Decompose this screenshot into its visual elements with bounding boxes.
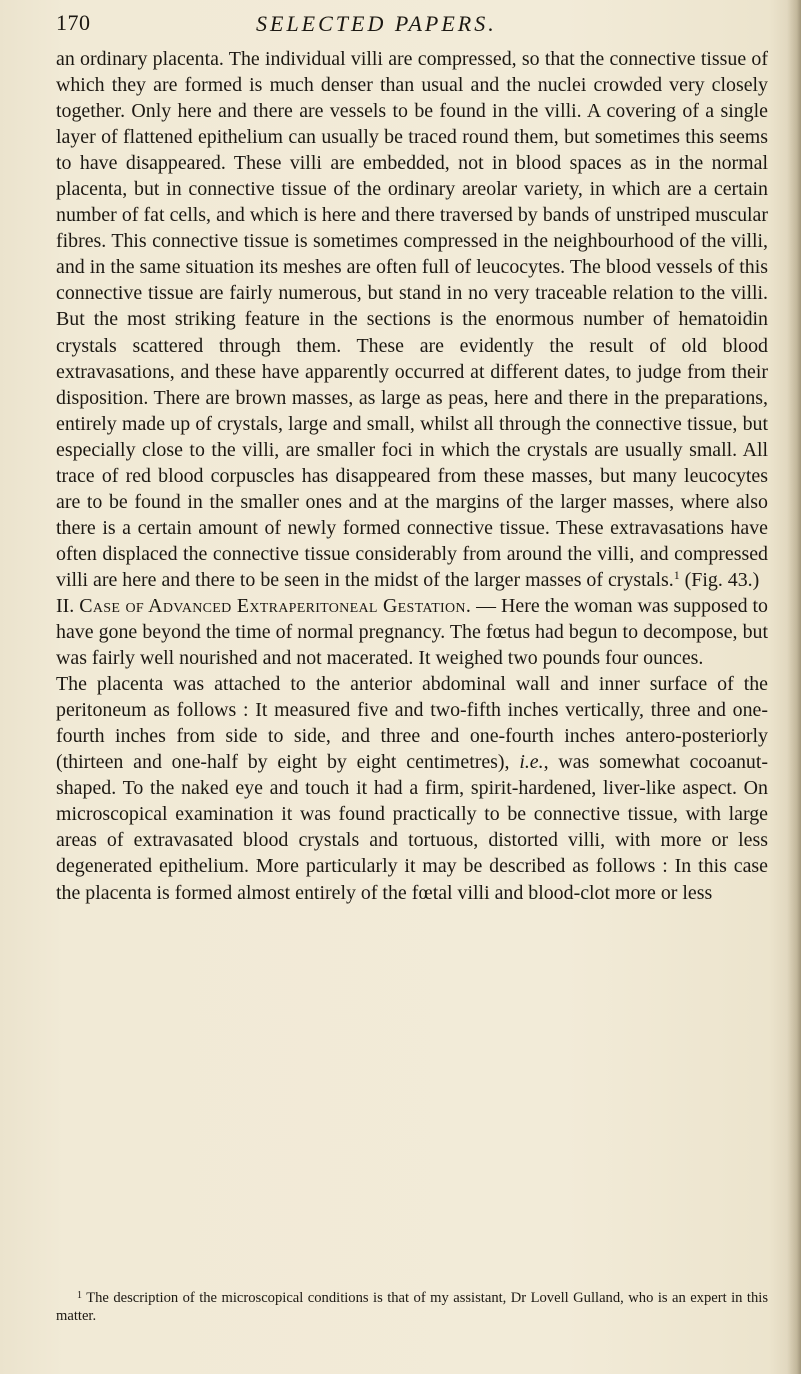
page-number: 170 (56, 10, 91, 35)
page-header (56, 10, 768, 40)
ie-abbreviation: i.e. (519, 751, 544, 774)
footnote-text: The description of the microscopical conditions is that of my assistant, Dr Lovell Gulland, who is an expert in this matter. (56, 1290, 768, 1324)
footnote-1 (56, 1289, 768, 1325)
paragraph-3-text-a: The placenta was attached to the anterior abdominal wall and inner surface of the peritoneum as follows : It measured five and two-fifth inches vertically, three and one-fourth inches from side to side, and three and one-fourth inches antero-posteriorly (thirteen and one-half by eight by eight centimetres), (56, 673, 768, 774)
paragraph-1 (56, 46, 768, 593)
body-text (56, 46, 768, 906)
paragraph-2-text: Here the woman was supposed to have gone beyond the time of normal pregnancy. The fœtus had begun to decompose, but was fairly well nourished and not macerated. It weighed two pounds four ounces. (56, 594, 768, 670)
footnote-reference: 1 (673, 567, 680, 582)
section-heading: Case of Advanced Extraperitoneal Gestation. (79, 594, 472, 617)
footnotes (56, 1289, 768, 1325)
paragraph-2 (56, 593, 768, 671)
paragraph-1-text: an ordinary placenta. The individual villi are compressed, so that the connective tissue of which they are formed is much denser than usual and the nuclei crowded very closely together. Only here and there are vessels to be found in the villi. A covering of a single layer of flattened epithelium can usually be traced round them, but sometimes this seems to have disappeared. These villi are embedded, not in blood spaces as in the normal placenta, but in connective tissue of the ordinary areolar variety, in which are a certain number of fat cells, and which is here and there traversed by bands of unstriped muscular fibres. This connective tissue is sometimes compressed in the neighbourhood of the villi, and in the same situation its meshes are often full of leucocytes. The blood vessels of this connective tissue are fairly numerous, but stand in no very traceable relation to the villi. But the most striking feature in the sections is the enormous number of hematoidin crystals scattered through them. These are evidently the result of old blood extravasations, and these have apparently occurred at different dates, to judge from their disposition. There are brown masses, as large as peas, here and there in the preparations, entirely made up of crystals, large and small, whilst all through the connective tissue, but especially close to the villi, are smaller foci in which the crystals are usually small. All trace of red blood corpuscles has disappeared from these masses, but many leucocytes are to be found in the smaller ones and at the margins of the larger masses, where also there is a certain amount of newly formed connective tissue. These extravasations have often displaced the connective tissue considerably from around the villi, and compressed villi are here and there to be seen in the midst of the larger masses of crystals. (56, 48, 768, 591)
running-title: SELECTED PAPERS. (256, 11, 497, 36)
heading-dash: — (471, 594, 502, 617)
page-edge-shadow (787, 0, 801, 1374)
section-number: II. (56, 594, 75, 617)
figure-reference: (Fig. 43.) (679, 568, 760, 591)
footnote-mark: 1 (77, 1290, 82, 1301)
paragraph-3 (56, 671, 768, 905)
paragraph-3-text-b: , was somewhat cocoanut-shaped. To the naked eye and touch it had a firm, spirit-hardened, liver-like aspect. On microscopical examination it was found practically to be connective tissue, with large areas of extravasated blood crystals and tortuous, distorted villi, with more or less degenerated epithelium. More particularly it may be described as follows : In this case the placenta is formed almost entirely of the fœtal villi and blood-clot more or less (56, 751, 768, 904)
